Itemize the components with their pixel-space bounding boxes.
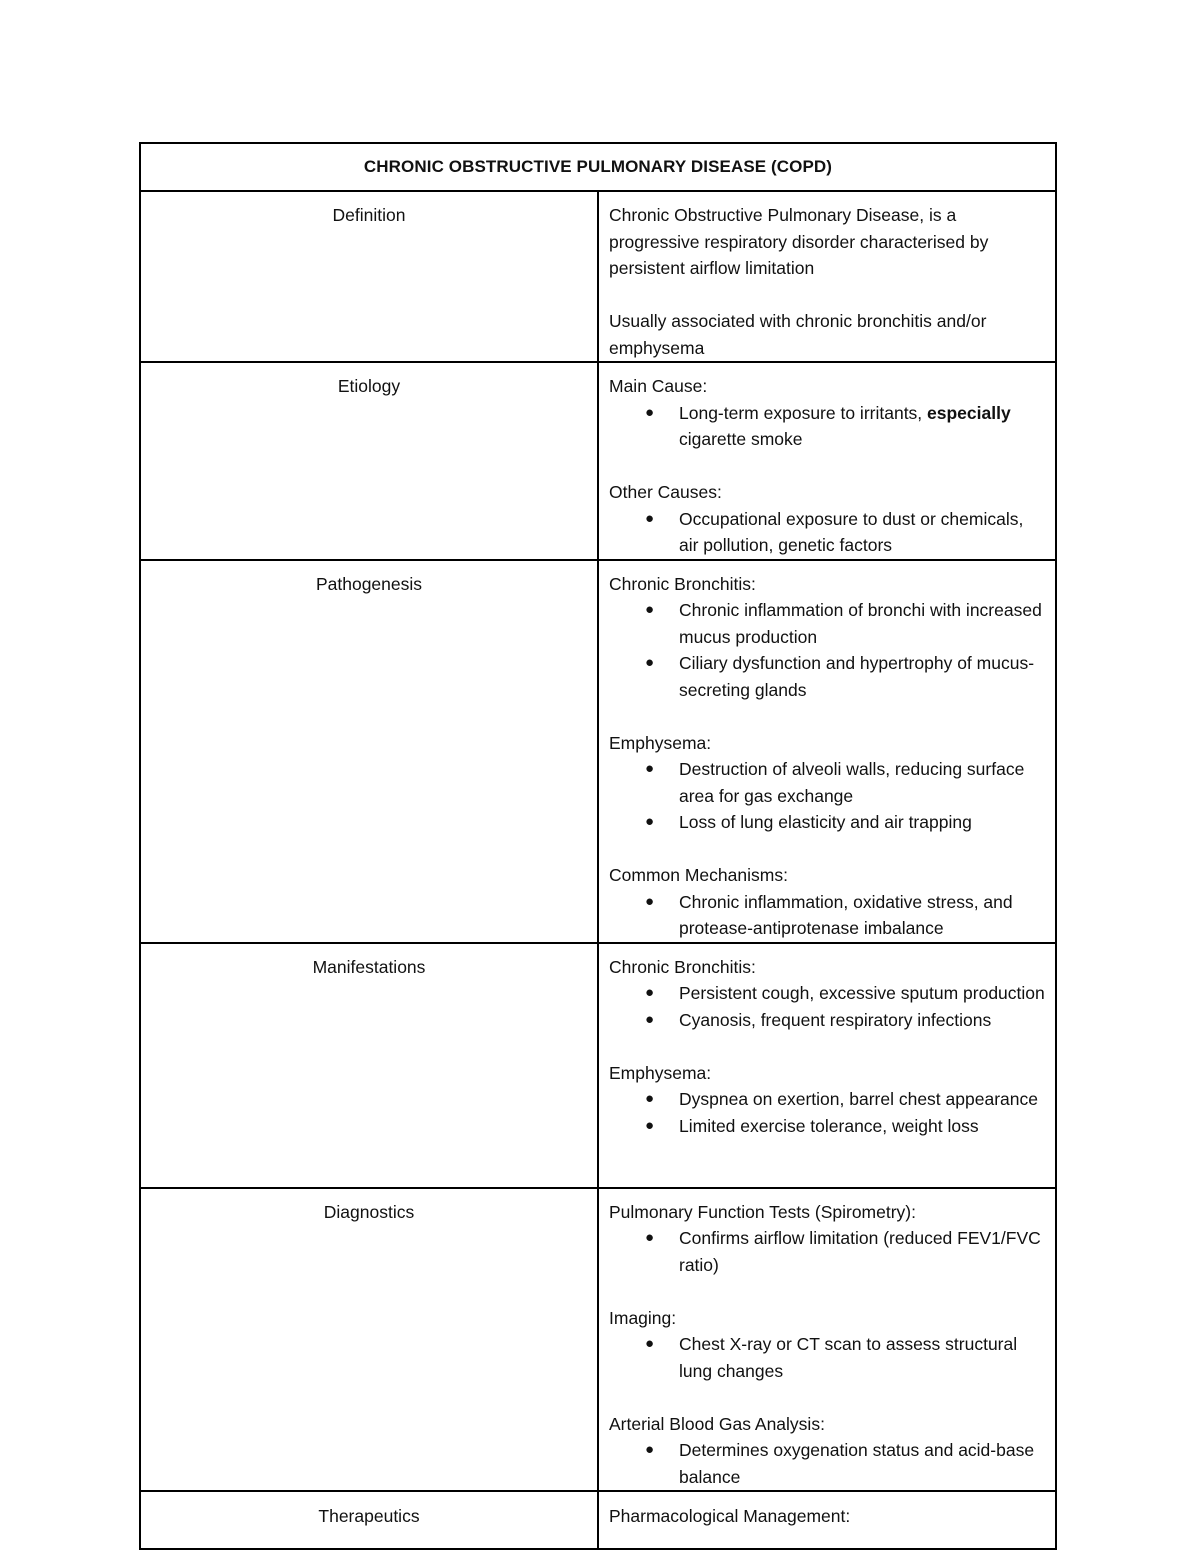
section-heading: Emphysema: <box>609 732 712 753</box>
list-item <box>609 1437 1045 1490</box>
definition-row <box>140 191 1056 362</box>
pathogenesis-row <box>140 560 1056 943</box>
bullet-icon: ● <box>645 760 655 777</box>
bullet-icon: ● <box>645 654 655 671</box>
pathogenesis-label: Pathogenesis <box>140 560 598 943</box>
list-item <box>609 400 1045 453</box>
section-heading: Common Mechanisms: <box>609 865 788 885</box>
other-causes-heading: Other Causes: <box>609 482 722 502</box>
diagnostics-label: Diagnostics <box>140 1188 598 1492</box>
bullet-icon: ● <box>645 1229 655 1246</box>
bullet-icon: ● <box>645 892 655 910</box>
bullet-icon: ● <box>645 1441 655 1458</box>
therapeutics-row <box>140 1491 1056 1549</box>
bullet-list <box>609 1225 1045 1278</box>
section-heading: Arterial Blood Gas Analysis: <box>609 1413 825 1434</box>
list-item <box>609 597 1045 650</box>
bullet-icon: ● <box>645 813 655 830</box>
bullet-icon: ● <box>645 1335 655 1352</box>
bullet-icon: ● <box>645 1116 655 1134</box>
definition-label: Definition <box>140 191 598 362</box>
list-item-text: Chronic inflammation of bronchi with increased mucus production <box>679 600 1042 647</box>
bullet-list <box>609 1331 1045 1384</box>
list-item <box>609 1331 1045 1384</box>
list-item <box>609 1225 1045 1278</box>
bullet-list <box>609 980 1045 1033</box>
list-item <box>609 1086 1045 1113</box>
therapeutics-content <box>598 1491 1056 1549</box>
bullet-list <box>609 597 1045 703</box>
etiology-label: Etiology <box>140 362 598 560</box>
list-item-text: Cyanosis, frequent respiratory infections <box>679 1009 992 1030</box>
other-causes-list <box>609 506 1045 559</box>
main-cause-heading: Main Cause: <box>609 376 708 396</box>
main-cause-emphasis: especially <box>927 402 1011 423</box>
list-item <box>609 756 1045 809</box>
list-item-text: Confirms airflow limitation (reduced FEV1/FVC ratio) <box>679 1228 1041 1275</box>
bullet-icon: ● <box>645 1010 655 1028</box>
section-heading: Emphysema: <box>609 1062 712 1083</box>
section-heading: Chronic Bronchitis: <box>609 573 756 594</box>
diagnostics-content <box>598 1188 1056 1492</box>
pathogenesis-content <box>598 560 1056 943</box>
title-row <box>140 143 1056 191</box>
definition-content <box>598 191 1056 362</box>
section-heading: Pharmacological Management: <box>609 1506 851 1526</box>
section-heading: Imaging: <box>609 1307 677 1328</box>
bullet-list <box>609 889 1045 942</box>
list-item <box>609 506 1045 559</box>
section-heading: Chronic Bronchitis: <box>609 956 756 977</box>
etiology-row <box>140 362 1056 560</box>
list-item <box>609 889 1045 942</box>
bullet-list <box>609 1437 1045 1490</box>
etiology-content <box>598 362 1056 560</box>
manifestations-content <box>598 943 1056 1188</box>
list-item <box>609 1007 1045 1034</box>
list-item-text: Persistent cough, excessive sputum production <box>679 983 1045 1003</box>
bullet-icon: ● <box>645 601 655 618</box>
list-item-text: Determines oxygenation status and acid-base balance <box>679 1440 1035 1487</box>
therapeutics-label: Therapeutics <box>140 1491 598 1549</box>
main-cause-text: Long-term exposure to irritants, <box>679 402 928 423</box>
main-cause-text-end: cigarette smoke <box>679 429 803 449</box>
copd-table <box>139 142 1057 1550</box>
list-item-text: Limited exercise tolerance, weight loss <box>679 1115 979 1136</box>
list-item-text: Dyspnea on exertion, barrel chest appearance <box>679 1089 1038 1109</box>
manifestations-row <box>140 943 1056 1188</box>
list-item-text: Destruction of alveoli walls, reducing surface area for gas exchange <box>679 759 1025 806</box>
list-item <box>609 980 1045 1007</box>
bullet-list <box>609 756 1045 836</box>
list-item-text: Chest X-ray or CT scan to assess structural lung changes <box>679 1334 1018 1381</box>
bullet-list <box>609 1086 1045 1139</box>
bullet-icon: ● <box>645 1090 655 1107</box>
list-item <box>609 809 1045 836</box>
list-item <box>609 650 1045 703</box>
main-cause-list <box>609 400 1045 453</box>
table-title: CHRONIC OBSTRUCTIVE PULMONARY DISEASE (COPD) <box>140 143 1056 191</box>
bullet-icon: ● <box>645 509 655 527</box>
section-heading: Pulmonary Function Tests (Spirometry): <box>609 1201 917 1222</box>
other-cause-text: Occupational exposure to dust or chemicals, air pollution, genetic factors <box>679 508 1024 555</box>
diagnostics-row <box>140 1188 1056 1492</box>
list-item-text: Chronic inflammation, oxidative stress, and protease-antiprotenase imbalance <box>679 891 1013 938</box>
bullet-icon: ● <box>645 984 655 1001</box>
bullet-icon: ● <box>645 403 655 421</box>
list-item-text: Ciliary dysfunction and hypertrophy of mucus-secreting glands <box>679 653 1035 700</box>
definition-paragraph: Chronic Obstructive Pulmonary Disease, is a progressive respiratory disorder characterised by persistent airflow limitation <box>609 205 989 278</box>
list-item <box>609 1113 1045 1140</box>
list-item-text: Loss of lung elasticity and air trapping <box>679 812 972 832</box>
manifestations-label: Manifestations <box>140 943 598 1188</box>
definition-association: Usually associated with chronic bronchitis and/or emphysema <box>609 311 987 358</box>
